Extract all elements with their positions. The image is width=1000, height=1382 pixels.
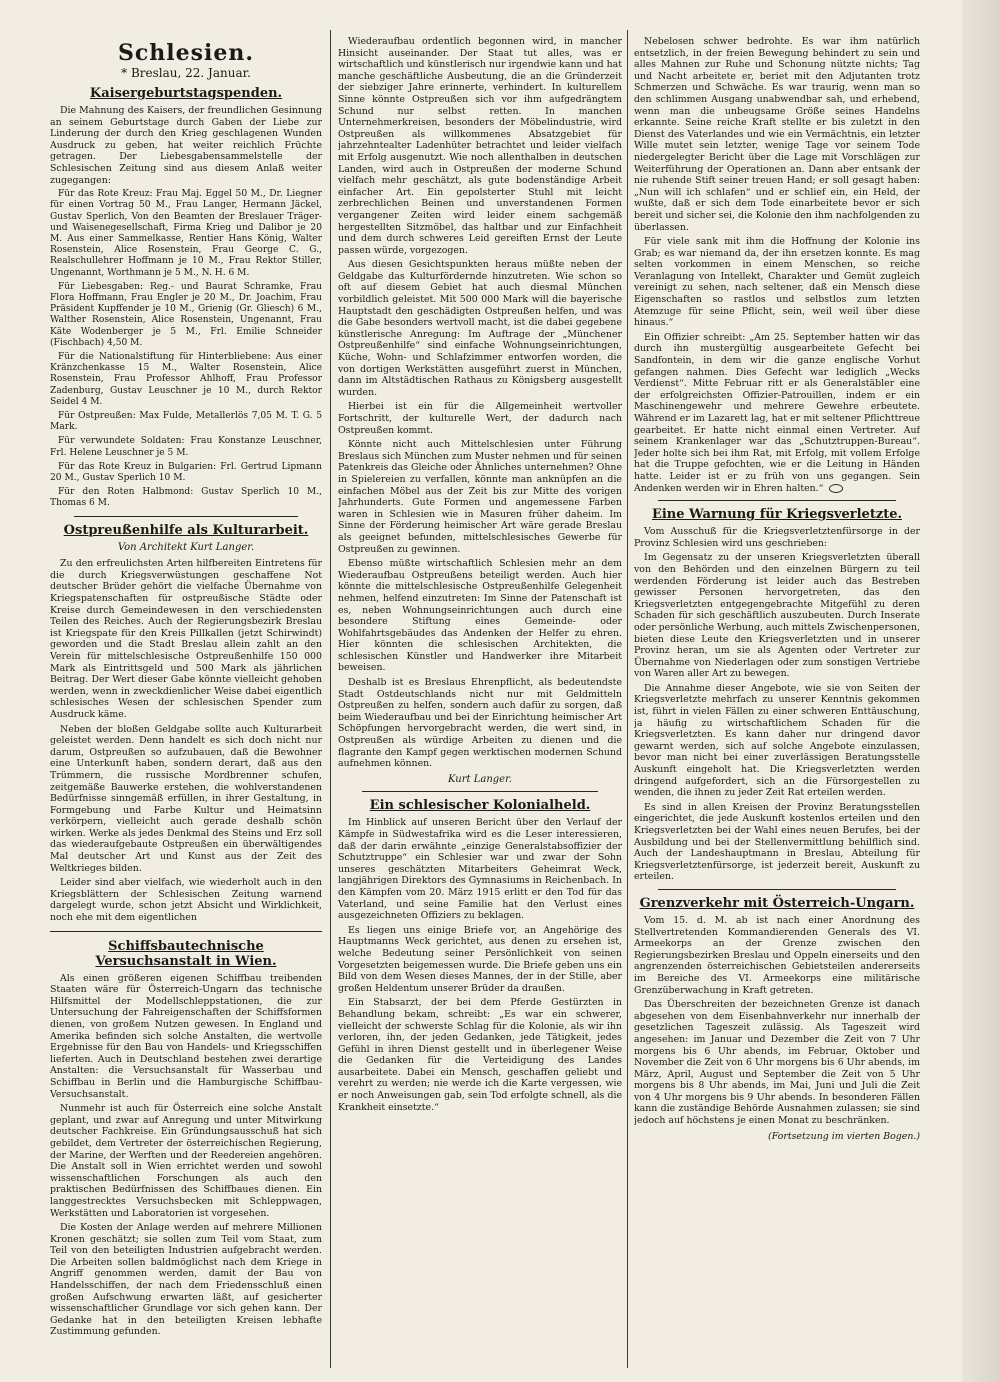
dateline: * Breslau, 22. Januar. [121, 66, 251, 80]
article-headline: Ein schlesischer Kolonialheld. [369, 798, 591, 814]
article-paragraph: Nunmehr ist auch für Österreich eine solche Anstalt geplant, und zwar auf Anregung und unter Mitwirkung deutscher Fachkreise. Ein Gründungsausschuß hat sich gebildet, dem Vertreter der österreichischen Regierung, der Marine, der Werften und der Reedereien angehören. Die Anstalt soll in Wien errichtet werden und sowohl wissenschaftlichen Forschungen als auch den praktischen Bedürfnissen des Schiffbaues dienen. Ein langgestrecktes Versuchsbecken mit Schleppwagen, Werkstätten und Laboratorien ist vorgesehen. [50, 1103, 322, 1219]
article-paragraph: Es liegen uns einige Briefe vor, an Angehörige des Hauptmanns Weck gerichtet, aus denen zu ersehen ist, welche Bedeutung seiner Persönlichkeit von seinen Vorgesetzten beigemessen wurde. Die Briefe geben uns ein Bild von dem Wesen dieses Mannes, der in der Stille, aber großen Heldentum unserer Brüder da draußen. [338, 924, 622, 994]
article-headline: Ostpreußenhilfe als Kulturarbeit. [63, 522, 309, 538]
article-paragraph: Neben der bloßen Geldgabe sollte auch Kulturarbeit geleistet werden. Denn handelt es sich doch nicht nur darum, Ostpreußen so aufzubauen, daß die Bewohner eine Unterkunft haben, sondern derart, daß aus den Trümmern, die russische Mordbrenner schufen, zeitgemäße Bauwerke erstehen, die wohlverstandenen Bedürfnisse sinngemäß erfüllen, in ihrer Gestaltung, in Formgebung und Farbe Kultur und Heimatsinn verkörpern, vielleicht auch gerade deshalb schön wirken. Werke als jedes Denkmal des Steins und Erz soll das wiederaufgebaute Ostpreußen ein überwältigendes Mal deutscher Art und Kunst aus der Zeit des Weltkrieges bilden. [50, 723, 322, 874]
column-middle [338, 36, 622, 1364]
donation-entry: Für Liebesgaben: Reg.- und Baurat Schramke, Frau Flora Hoffmann, Frau Engler je 20 M., Dr. Joachim, Frau Präsident Kupffender je 10 M., Grienig (Gr. Gliesch) 6 M., Walther Rosenstein, Alice Rosenstein, Ungenannt, Frau Käte Wodenberger je 5 M., Frl. Emilie Schneider (Fischbach) 4,50 M. [50, 281, 322, 348]
article-paragraph: Als einen größeren eigenen Schiffbau treibenden Staaten wäre für Österreich-Ungarn das technische Hilfsmittel der Modellschleppstationen, die zur Untersuchung der Fahreigenschaften der Schiffsformen dienen, von großem Nutzen gewesen. In England und Amerika befinden sich solche Anstalten, die wertvolle Ergebnisse für den Bau von Handels- und Kriegsschiffen lieferten. Auch in Deutschland bestehen zwei derartige Anstalten: die Versuchsanstalt für Wasserbau und Schiffbau in Berlin und die Hamburgische Schiffbau-Versuchsanstalt. [50, 972, 322, 1100]
page-edge [962, 0, 1000, 1382]
article-paragraph: Zu den erfreulichsten Arten hilfbereiten Eintretens für die durch Kriegsverwüstungen geschaffene Not deutscher Brüder gehört die vielfache Übernahme von Kriegspatenschaften für ostpreußische Städte oder Kreise durch Gemeindewesen in den verschiedensten Teilen des Reiches. Auch der Regierungsbezirk Breslau ist Kriegspate für den Kreis Pillkallen (jetzt Schirwindt) geworden und die Stadt Breslau allein zahlt an den Verein für mittelschlesische Ostpreußenhilfe 150 000 Mark als Eintrittsgeld und 500 Mark als jährlichen Beitrag. Der Wert dieser Gabe könnte vielleicht gehoben werden, wenn in zweckdienlicher Weise dabei eigentlich schlesisches Wesen der schlesischen Spender zum Ausdruck käme. [50, 558, 322, 720]
article-paragraph: Deshalb ist es Breslaus Ehrenpflicht, als bedeutendste Stadt Ostdeutschlands nicht nur mit Geldmitteln Ostpreußen zu helfen, sondern auch dafür zu sorgen, daß beim Wiederaufbau und bei der Einrichtung heimischer Art Schöpfungen hervorgebracht werden, die wert sind, in Ostpreußen als würdige Arbeiten zu dienen und die flagrante den Kampf gegen werktischen modernen Schund aufnehmen können. [338, 677, 622, 770]
continuation-note: (Fortsetzung im vierten Bogen.) [768, 1130, 920, 1142]
article-paragraph: Es sind in allen Kreisen der Provinz Beratungsstellen eingerichtet, die jede Auskunft kostenlos erteilen und den Kriegsverletzten bei der Wahl eines neuen Berufes, bei der Ausbildung und bei der Stellenvermittlung behilflich sind. Auch der Landeshauptmann in Breslau, Abteilung für Kriegsverletztenfürsorge, ist jederzeit bereit, Auskunft zu erteilen. [634, 801, 920, 883]
article-headline: Kaisergeburtstagspenden. [89, 86, 283, 101]
donation-entry: Für die Nationalstiftung für Hinterbliebene: Aus einer Kränzchenkasse 15 M., Walter Rosenstein, Alice Rosenstein, Frau Professor Ahlhoff, Frau Professor Zadenburg, Gustav Leuschner je 10 M., durch Rektor Seidel 4 M. [50, 352, 322, 407]
author-signature: Kurt Langer. [448, 773, 512, 785]
article-paragraph: Vom 15. d. M. ab ist nach einer Anordnung des Stellvertretenden Kommandierenden Generals des VI. Armeekorps an der Grenze zwischen den Regierungsbezirken Breslau und Oppeln einerseits und den angrenzenden österreichischen Gebietsteilen andererseits im Bereiche des VI. Armeekorps eine militärische Grenzüberwachung in Kraft getreten. [634, 914, 920, 996]
donation-list [50, 189, 322, 509]
article-paragraph: Leider sind aber vielfach, wie wiederholt auch in den Kriegsblättern der Schlesischen Zeitung warnend dargelegt wurde, schon jetzt Absicht und Wirklichkeit, noch ehe mit dem eigentlichen [50, 877, 322, 924]
article-paragraph: Die Kosten der Anlage werden auf mehrere Millionen Kronen geschätzt; sie sollen zum Teil vom Staat, zum Teil von den beteiligten Industrien aufgebracht werden. Die Arbeiten sollen baldmöglichst nach dem Kriege in Angriff genommen werden, damit der Bau von Handelsschiffen, der nach dem Friedensschluß einen großen Aufschwung erwarten läßt, auf gesicherter wissenschaftlicher Grundlage vor sich gehen kann. Der Gedanke hat in den beteiligten Kreisen lebhafte Zustimmung gefunden. [50, 1222, 322, 1338]
donation-entry: Für Ostpreußen: Max Fulde, Metallerlös 7,05 M. T. G. 5 Mark. [50, 411, 322, 433]
article-paragraph: Ebenso müßte wirtschaftlich Schlesien mehr an dem Wiederaufbau Ostpreußens beteiligt werden. Auch hier könnte die mittelschlesische Ostpreußenhilfe Gelegenheit nehmen, helfend einzutreten: Im Sinne der Patenschaft ist es, neben Wohnungseinrichtungen auch durch eine besondere Stiftung eines Gemeinde- oder Wohlfahrtsgebäudes das Andenken der Helfer zu ehren. Hier könnten die schlesischen Architekten, die schlesischen Künstler und Handwerker ihre Mitarbeit beweisen. [338, 558, 622, 674]
article-text: Ein Offizier schreibt: „Am 25. September hatten wir das durch ihn mustergültig ausgearbeitete Gefecht bei Sandfontein, in dem wir die ganze englische Vorhut gefangen nahmen. Dies Gefecht war lediglich „Wecks Verdienst“. Mitte Februar ritt er als Generalstäbler eine der erfolgreichsten Offizier-Patrouillen, indem er ein Maschinengewehr und mehrere Gewehre erbeutete. Während er im Lazarett lag, hat er mit seltener Pflichttreue gearbeitet. Er hatte nicht einmal einen Vertreter. Auf seinem Krankenlager war das „Schutztruppen-Bureau“. Jeder holte sich bei ihm Rat, mit Erfolg, mit vollem Erfolge hat die Truppe gefochten, wie er die Leitung in Händen hatte. Leider ist er zu früh von uns gegangen. Sein Andenken werden wir in Ehren halten.“ [634, 331, 920, 494]
column-rule [330, 30, 331, 1368]
article-paragraph: Hierbei ist ein für die Allgemeinheit wertvoller Fortschritt, der kulturelle Wert, der dadurch nach Ostpreußen kommt. [338, 401, 622, 436]
article-paragraph: Für viele sank mit ihm die Hoffnung der Kolonie ins Grab; es war niemand da, der ihn ersetzen konnte. Es mag selten vorkommen in einem Menschen, so reiche Veranlagung von Intellekt, Charakter und Gemüt zugleich vereinigt zu sehen, nach seltener, daß ein Mensch diese Eigenschaften so rastlos und selbstlos zum letzten Atemzuge für seine Pflicht, sein, weil weil über diese hinaus.“ [634, 236, 920, 329]
article-paragraph: Im Hinblick auf unseren Bericht über den Verlauf der Kämpfe in Südwestafrika wird es die Leser interessieren, daß der darin erwähnte „einzige Generalstabsoffizier der Schutztruppe“ ein Schlesier war und zwar der Sohn unseres geschätzten Mitarbeiters Geheimrat Weck, langjährigen Direktors des Gymnasiums in Reichenbach. In den Kämpfen vom 20. März 1915 erlitt er den Tod für das Vaterland, und seine Familie hat den Verlust eines ausgezeichneten Offiziers zu beklagen. [338, 817, 622, 922]
divider [658, 500, 896, 501]
section-rubric: Schlesien. [117, 40, 255, 66]
divider [658, 889, 896, 890]
article-headline: Eine Warnung für Kriegsverletzte. [651, 507, 903, 523]
column-right [634, 36, 920, 1364]
article-paragraph: Wiederaufbau ordentlich begonnen wird, in mancher Hinsicht auseinander. Der Staat tut alles, was er wirtschaftlich und künstlerisch nur irgendwie kann und hat manche geschäftliche Ausbeutung, die an die Gründerzeit der siebziger Jahre erinnerte, verhindert. In kulturellem Sinne könnte Ostpreußen sich vor ihm aufgedrängtem Schund nur selbst retten. In manchen Unternehmerkreisen, besonders der Möbelindustrie, wird Ostpreußen als willkommenes Absatzgebiet für jahrzehntealter Ladenhüter betrachtet und leider vielfach mit Erfolg ausgenutzt. Wie noch allenthalben in deutschen Landen, wird auch in Ostpreußen der moderne Schund vielfach mehr geschätzt, als gute bodenständige Arbeit einfacher Art. Ein gepolsterter Stuhl mit leicht zerbrechlichen Beinen und unverstandenen Formen vergangener Zeiten wird leider einem sachgemäß hergestellten Sitzmöbel, das haltbar und zur Einfachheit und dem durch schweres Leid gereiften Ernst der Leute passen würde, vorgezogen. [338, 36, 622, 256]
article-headline: Grenzverkehr mit Österreich-Ungarn. [639, 895, 915, 911]
donation-entry: Für das Rote Kreuz in Bulgarien: Frl. Gertrud Lipmann 20 M., Gustav Sperlich 10 M. [50, 461, 322, 484]
byline: Von Architekt Kurt Langer. [117, 541, 255, 553]
column-left [50, 36, 322, 1364]
article-paragraph: Die Annahme dieser Angebote, wie sie von Seiten der Kriegsverletzte mehrfach zu unserer Kenntnis gekommen ist, führt in vielen Fällen zu einer schweren Enttäuschung, ja häufig zu wirtschaftlichem Schaden für die Kriegsverletzten. Es kann daher nur dringend davor gewarnt werden, sich auf solche Angebote einzulassen, bevor man nicht bei einer zuverlässigen Beratungsstelle Auskunft eingeholt hat. Die Kriegsverletzten werden dringend aufgefordert, sich an die Fürsorgestellen zu wenden, die ihnen zu jeder Zeit Rat erteilen werden. [634, 682, 920, 799]
donation-entry: Für das Rote Kreuz: Frau Maj. Eggel 50 M., Dr. Liegner für einen Vortrag 50 M., Frau Langer, Hermann Jäckel, Gustav Sperlich, Von den Beamten der Breslauer Träger- und Waisenegesellschaft, Firma Krieg und Dalibor je 20 M. Aus einer Sammelkasse, Rentier Hans König, Walter Rosenstein, Alice Rosenstein, Frau George C. G., Realschullehrer Hoffmann je 10 M., Frau Rektor Stiller, Ungenannt, Worthmann je 5 M., N. H. 6 M. [50, 189, 322, 278]
article-headline: Schiffsbautechnische Versuchsanstalt in Wien. [95, 938, 277, 969]
column-rule [627, 30, 628, 1368]
article-paragraph: Aus diesen Gesichtspunkten heraus müßte neben der Geldgabe das Kulturfördernde hinzutreten. Wie schon so oft auf diesem Gebiet hat auch diesmal München vorbildlich geleistet. Mit 500 000 Mark will die bayerische Hauptstadt den geschädigten Ostpreußen helfen, und was die Gabe besonders wertvoll macht, ist die dabei gegebene künstlerische Anregung: Im Auftrage der „Münchener Ostpreußenhilfe“ sind einfache Wohnungseinrichtungen, Küche, Wohn- und Schlafzimmer entworfen worden, die von dortigen Werkstätten ausgeführt zuerst in München, dann im Altstädtischen Rathaus zu Königsberg ausgestellt wurden. [338, 259, 622, 398]
article-paragraph: Könnte nicht auch Mittelschlesien unter Führung Breslaus sich München zum Muster nehmen und für seinen Patenkreis das Gleiche oder Ähnliches unternehmen? Ohne in Spielereien zu verfallen, könnte man anknüpfen an die einfachen Möbel aus der Zeit bis zur Mitte des vorigen Jahrhunderts. Gute Formen und angemessene Farben waren in Schlesien wie in Masuren früher daheim. Im Sinne der Förderung heimischer Art wäre gerade Breslau als geeignet befunden, mittelschlesisches Gewerbe für Ostpreußen zu gewinnen. [338, 439, 622, 555]
divider [362, 791, 598, 792]
article-paragraph: Im Gegensatz zu der unseren Kriegsverletzten überall von den Behörden und den einzelnen Bürgern zu teil werdenden Förderung ist leider auch das Bestreben gewisser Personen hervorgetreten, das den Kriegsverletzten entgegengebrachte Mitgefühl zu deren Schaden für sich geschäftlich auszubeuten. Durch Inserate oder persönliche Werbung, auch mittels Zwischenpersonen, bieten diese Leute den Kriegsverletzten und in unserer Provinz heran, um sie als Agenten oder Vertreter zur Übernahme von Niederlagen oder zum sonstigen Vertriebe von Waren aller Art zu bewegen. [634, 552, 920, 680]
divider [50, 931, 322, 932]
article-paragraph: Nebelosen schwer bedrohte. Es war ihm natürlich entsetzlich, in der freien Bewegung behindert zu sein und alles Mahnen zur Ruhe und Schonung nützte nichts; Tag und Nacht arbeitete er, beriet mit den Adjutanten trotz Schmerzen und Schwäche. Es war traurig, wenn man so den schlimmen Ausgang unabwendbar sah, und erhebend, wenn man die unbeugsame Größe seines Handelns erkannte. Seine reiche Kraft stellte er bis zuletzt in den Dienst des Vaterlandes und wie ein Vermächtnis, ein letzter Wille mutet sein letzter, wenige Tage vor seinem Tode niedergelegter Bericht über die Lage mit Vorschlägen zur Weiterführung der Operationen an. Dann aber entsank der nie ruhende Stift seiner treuen Hand; er soll gesagt haben: „Nun will ich schlafen“ und er schlief ein, ein Held, der wußte, daß er sich dem Tode einarbeitete bevor er sich bereit und sicher sei, die Kolonie den ihm nachfolgenden zu überlassen. [634, 36, 920, 233]
article-paragraph [634, 332, 920, 494]
end-mark-icon [829, 484, 843, 493]
article-paragraph: Die Mahnung des Kaisers, der freundlichen Gesinnung an seinem Geburtstage durch Gaben der Liebe zur Linderung der durch den Krieg geschlagenen Wunden Ausdruck zu geben, hat weiter reichlich Früchte getragen. Der Liebesgabensammelstelle der Schlesischen Zeitung sind aus diesem Anlaß weiter zugegangen: [50, 105, 322, 186]
donation-entry: Für verwundete Soldaten: Frau Konstanze Leuschner, Frl. Helene Leuschner je 5 M. [50, 436, 322, 458]
article-paragraph: Vom Ausschuß für die Kriegsverletztenfürsorge in der Provinz Schlesien wird uns geschrieben: [634, 526, 920, 549]
article-paragraph: Ein Stabsarzt, der bei dem Pferde Gestürzten in Behandlung bekam, schreibt: „Es war ein schwerer, vielleicht der schwerste Schlag für die Kolonie, als wir ihn verloren, ihn, der jeden Gedanken, jede Tätigkeit, jedes Gefühl in ihren Dienst gestellt und in überlegener Weise die Gedanken für die Verteidigung des Landes ausarbeitete. Dabei ein Mensch, geschaffen geliebt und verehrt zu werden; nie werde ich die Karte vergessen, wie er noch Anweisungen gab, sein Tod erfolgte schnell, als die Krankheit einsetzte.“ [338, 997, 622, 1113]
donation-entry: Für den Roten Halbmond: Gustav Sperlich 10 M., Thomas 6 M. [50, 487, 322, 509]
divider [74, 516, 298, 517]
article-paragraph: Das Überschreiten der bezeichneten Grenze ist danach abgesehen von dem Eisenbahnverkehr nur innerhalb der gesetzlichen Tageszeit zulässig. Als Tageszeit wird angesehen: im Januar und Dezember die Zeit von 7 Uhr morgens bis 6 Uhr abends, im Februar, Oktober und November die Zeit von 6 Uhr morgens bis 6 Uhr abends, im März, April, August und September die Zeit von 5 Uhr morgens bis 8 Uhr abends, im Mai, Juni und Juli die Zeit von 4 Uhr morgens bis 9 Uhr abends. In besonderen Fällen kann die zuständige Behörde Ausnahmen zulassen; sie sind jedoch auf höchstens je einen Monat zu beschränken. [634, 999, 920, 1127]
